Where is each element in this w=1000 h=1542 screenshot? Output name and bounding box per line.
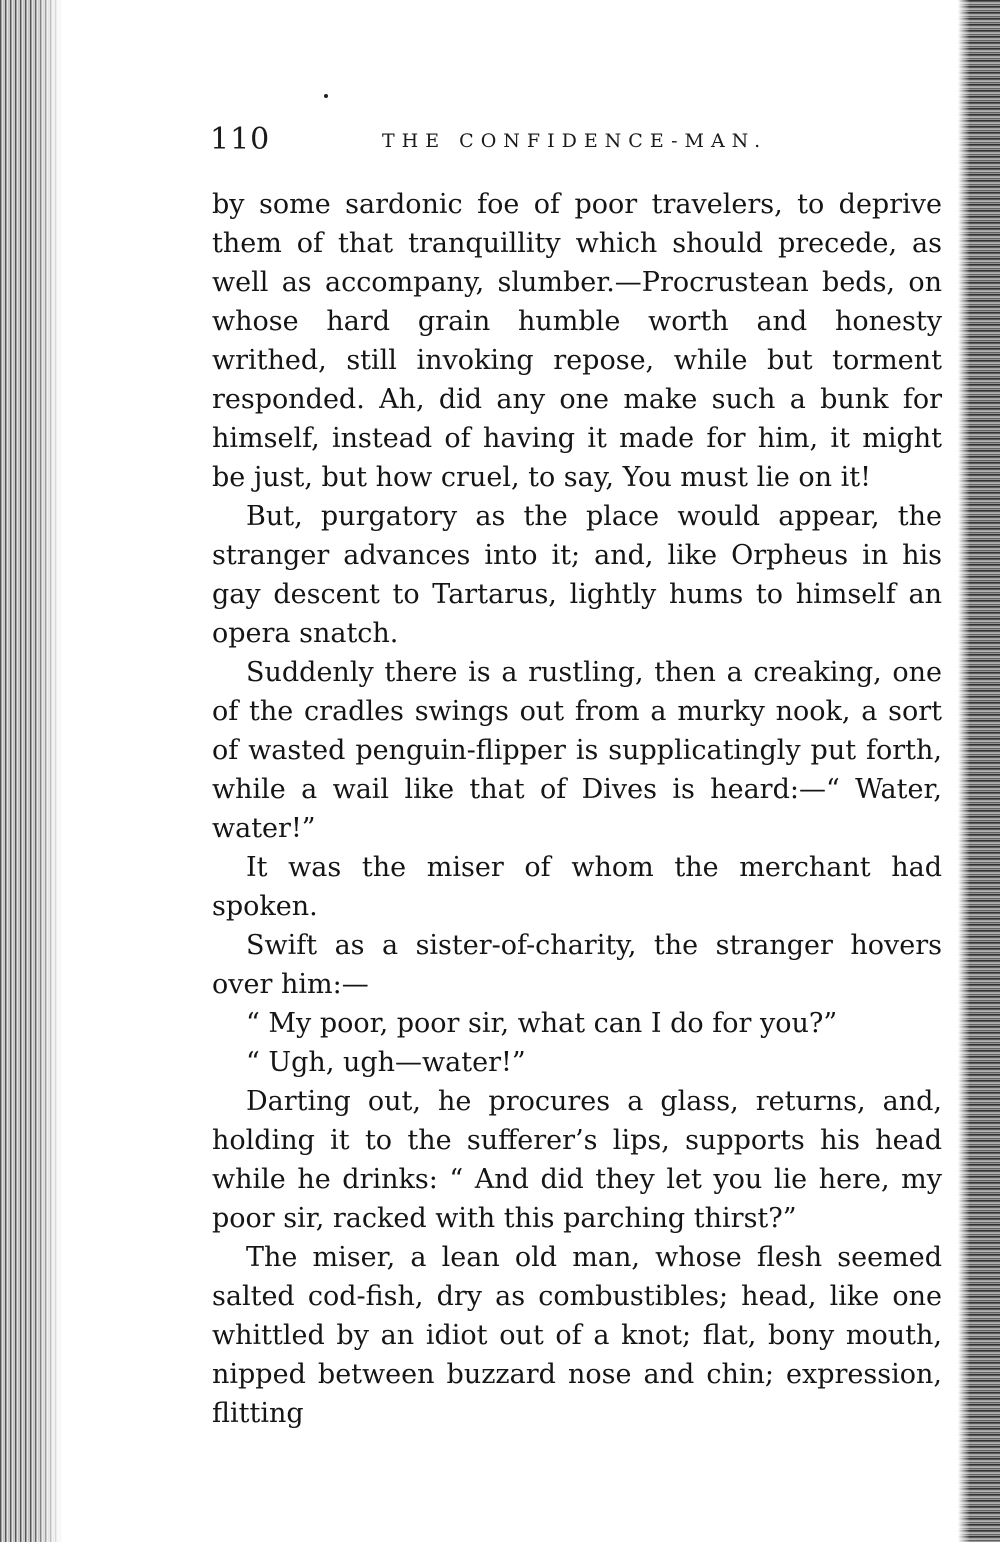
right-page-edge <box>958 0 1000 1542</box>
page-number: 110 <box>210 122 271 157</box>
paragraph-continued: by some sardonic foe of poor travelers, to deprive them of that tranquillity which should precede, as well as accompany, slumber.—Procrustean beds, on whose hard grain humble worth and honesty writhed, still invoking repose, while but torment responded. Ah, did any one make such a bunk for himself, instead of having it made for him, it might be just, but how cruel, to say, You must lie on it! <box>212 189 942 493</box>
paragraph: Suddenly there is a rustling, then a creaking, one of the cradles swings out from a murky nook, a sort of wasted penguin-flipper is supplicatingly put forth, while a wail like that of Dives is heard:—“ Water, water!” <box>212 657 942 844</box>
dialogue-line: “ Ugh, ugh—water!” <box>246 1047 526 1078</box>
dialogue-line: “ My poor, poor sir, what can I do for you?” <box>246 1008 838 1039</box>
paragraph: But, purgatory as the place would appear, the stranger advances into it; and, like Orpheus in his gay descent to Tartarus, lightly hums to himself an opera snatch. <box>212 501 942 649</box>
left-page-edge <box>0 0 62 1542</box>
body-text <box>212 185 942 1433</box>
paragraph: The miser, a lean old man, whose flesh seemed salted cod-fish, dry as combustibles; head, like one whittled by an idiot out of a knot; flat, bony mouth, nipped between buzzard nose and chin; expression, flitting <box>212 1242 942 1429</box>
running-title: THE CONFIDENCE-MAN. <box>382 130 768 152</box>
print-speck <box>324 94 328 98</box>
paragraph: Darting out, he procures a glass, returns, and, holding it to the sufferer’s lips, supports his head while he drinks: “ And did they let you lie here, my poor sir, racked with this parching thirst?” <box>212 1086 942 1234</box>
page-header <box>210 122 940 162</box>
paragraph: It was the miser of whom the merchant had spoken. <box>212 852 942 922</box>
paragraph: Swift as a sister-of-charity, the stranger hovers over him:— <box>212 930 942 1000</box>
